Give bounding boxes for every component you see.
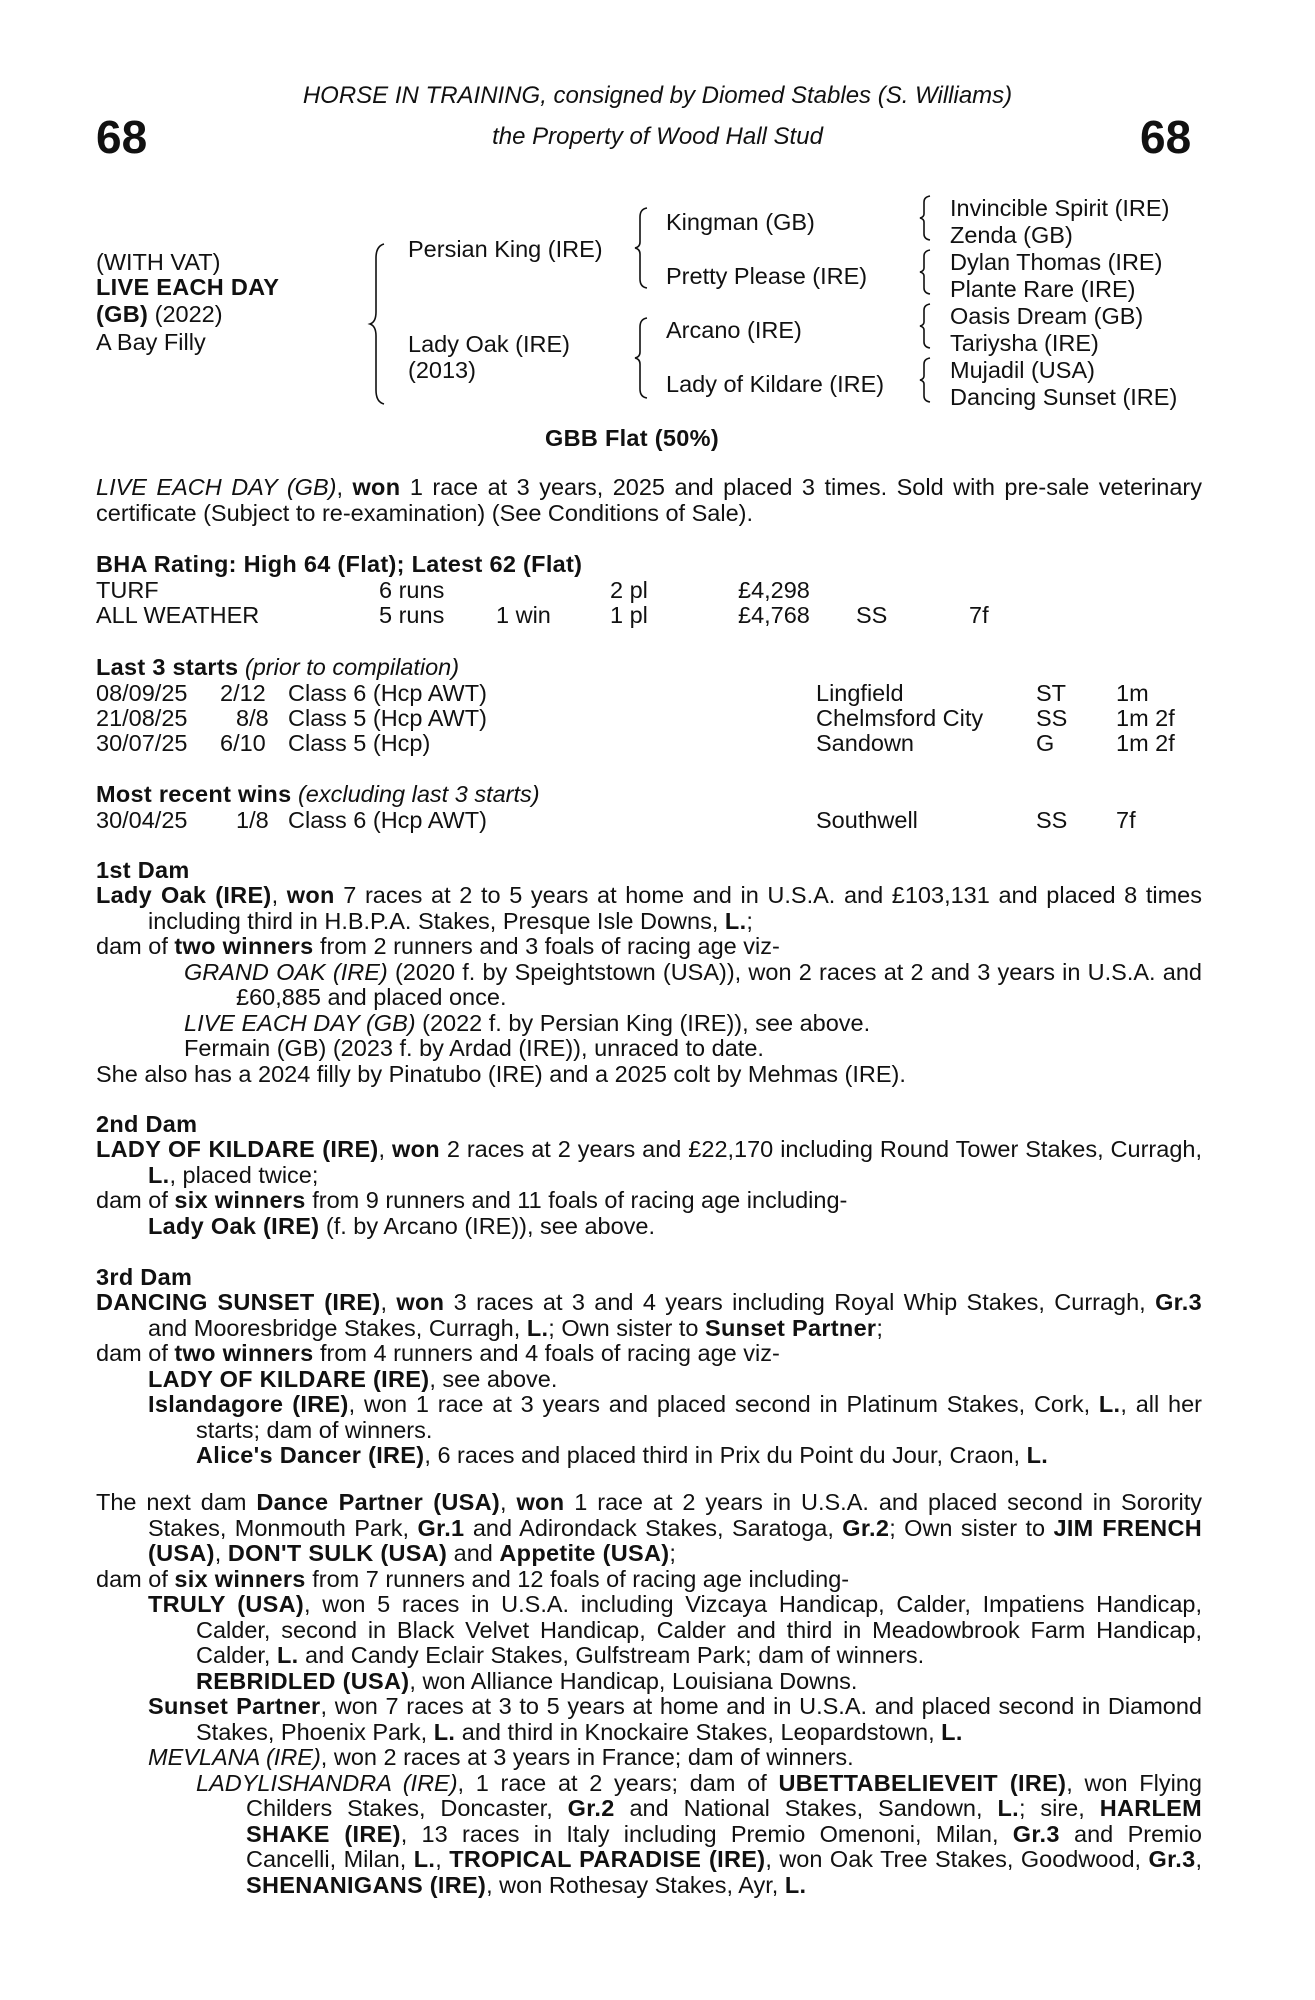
- gbb-label: GBB Flat (50%): [545, 425, 719, 451]
- race-course: Southwell: [816, 807, 918, 833]
- first-dam-progeny-2: LIVE EACH DAY (GB) (2022 f. by Persian King (IRE)), see above.: [184, 1009, 871, 1036]
- horse-description: A Bay Filly: [96, 329, 206, 355]
- horse-origin-year: (GB) (2022): [96, 301, 223, 327]
- progeny-rebridled: REBRIDLED (USA), won Alliance Handicap, Louisiana Downs.: [196, 1667, 858, 1694]
- race-going: G: [1036, 730, 1055, 756]
- first-dam-progeny-3: Fermain (GB) (2023 f. by Ardad (IRE)), unraced to date.: [184, 1035, 764, 1061]
- rating-wins: 1 win: [496, 602, 551, 628]
- ancestor-dss: Oasis Dream (GB): [950, 303, 1144, 329]
- rating-going: SS: [856, 602, 888, 628]
- lot-number-right: 68: [1140, 111, 1192, 163]
- second-dam-heading: 2nd Dam: [96, 1111, 198, 1137]
- horse-name: LIVE EACH DAY: [96, 274, 280, 300]
- pedigree-brace-dd: [920, 358, 932, 402]
- race-dist: 1m: [1116, 680, 1149, 706]
- race-pos: 6/10: [220, 730, 266, 756]
- race-going: ST: [1036, 680, 1067, 706]
- next-dam-paragraph: The next dam Dance Partner (USA), won 1 race at 2 years in U.S.A. and placed second in Sorority Stakes, Monmouth Park, Gr.1 and Adirondack Stakes, Saratoga, Gr.2; Own sister to JIM FRENCH (USA), DON'T SULK (USA) and Appetite (USA); dam of six winners from 7 runners and 12 foals of racing age including- TRULY (USA), won 5 races in U.S.A. including Vizcaya Handicap, Calder, Impatiens Handicap, Calder, second in Black Velvet Handicap, Calder and third in Meadowbrook Farm Handicap, Calder, L. and Candy Eclair Stakes, Gulfstream Park; dam of winners. REBRIDLED (USA), won Alliance Handicap, Louisiana Downs. Sunset Partner, won 7 races at 3 to 5 years at home and in U.S.A. and placed second in Diamond Stakes, Phoenix Park, L. and third in Knockaire Stakes, Leopardstown, L. MEVLANA (IRE), won 2 races at 3 years in France; dam of winners. LADYLISHANDRA (IRE), 1 race at 2 years; dam of UBETTABELIEVEIT (IRE), won Flying Childers Stakes, Doncaster, Gr.2 and National Stakes, Sandown, L.; sire, HARLEM SHAKE (IRE), 13 races in Italy including Premio Omenoni, Milan, Gr.3 and Premio Cancelli, Milan, L., TROPICAL PARADISE (IRE), won Oak Tree Stakes, Goodwood, Gr.3, SHENANIGANS (IRE), won Rothesay Stakes, Ayr, L.: [96, 1489, 1203, 1898]
- rating-placed: 1 pl: [610, 602, 648, 628]
- progeny-ladylishandra: LADYLISHANDRA (IRE), 1 race at 2 years; dam of UBETTABELIEVEIT (IRE), won Flying Childers Stakes, Doncaster, Gr.2 and National Stakes, Sandown, L.; sire, HARLEM SHAKE (IRE), 13 races in Italy including Premio Omenoni, Milan, Gr.3 and Premio Cancelli, Milan, L., TROPICAL PARADISE (IRE), won Oak Tree Stakes, Goodwood, Gr.3, SHENANIGANS (IRE), won Rothesay Stakes, Ayr, L.: [196, 1769, 1203, 1898]
- second-dam-paragraph: LADY OF KILDARE (IRE), won 2 races at 2 years and £22,170 including Round Tower Stakes, Curragh, L., placed twice; dam of six winners from 9 runners and 11 foals of racing age including- Lady Oak (IRE) (f. by Arcano (IRE)), see above.: [96, 1136, 1202, 1239]
- ancestor-sss: Invincible Spirit (IRE): [950, 195, 1170, 221]
- race-pos: 2/12: [220, 680, 266, 706]
- pedigree-brace-ds: [920, 304, 932, 348]
- sire-name: Persian King (IRE): [408, 236, 603, 262]
- rating-table: [96, 577, 1216, 629]
- vat-label: (WITH VAT): [96, 249, 221, 275]
- first-dam-paragraph: Lady Oak (IRE), won 7 races at 2 to 5 years at home and in U.S.A. and £103,131 and placed 8 times including third in H.B.P.A. Stakes, Presque Isle Downs, L.; dam of two winners from 2 runners and 3 foals of racing age viz- GRAND OAK (IRE) (2020 f. by Speightstown (USA)), won 2 races at 2 and 3 years in U.S.A. and £60,885 and placed once. LIVE EACH DAY (GB) (2022 f. by Persian King (IRE)), see above. Fermain (GB) (2023 f. by Ardad (IRE)), unraced to date. She also has a 2024 filly by Pinatubo (IRE) and a 2025 colt by Mehmas (IRE).: [96, 882, 1203, 1087]
- ancestor-sds: Dylan Thomas (IRE): [950, 249, 1163, 275]
- race-course: Sandown: [816, 730, 914, 756]
- property-line: the Property of Wood Hall Stud: [492, 123, 823, 150]
- race-course: Chelmsford City: [816, 705, 984, 731]
- ancestor-ssd: Zenda (GB): [950, 222, 1073, 248]
- rating-dist: 7f: [969, 602, 989, 628]
- first-dam-heading: 1st Dam: [96, 857, 190, 883]
- race-pos: 1/8: [236, 807, 269, 833]
- consignor-line: HORSE IN TRAINING, consigned by Diomed Stables (S. Williams): [302, 82, 1013, 109]
- race-dist: 1m 2f: [1116, 730, 1175, 756]
- progeny-truly: TRULY (USA), won 5 races in U.S.A. including Vizcaya Handicap, Calder, Impatiens Handicap, Calder, second in Black Velvet Handicap, Calder and third in Meadowbrook Farm Handicap, Calder, L. and Candy Eclair Stakes, Gulfstream Park; dam of winners.: [148, 1591, 1203, 1668]
- progeny-mevlana: MEVLANA (IRE), won 2 races at 3 years in France; dam of winners.: [148, 1744, 854, 1770]
- dam-year: (2013): [408, 357, 476, 383]
- grandsire-dam: Arcano (IRE): [666, 317, 802, 343]
- last3-table: [96, 680, 1216, 758]
- pedigree-brace-dam: [635, 318, 649, 398]
- rating-prize: £4,298: [738, 577, 810, 603]
- last3-title: Last 3 starts (prior to compilation): [96, 654, 460, 680]
- ancestor-dds: Mujadil (USA): [950, 357, 1095, 383]
- rating-runs: 6 runs: [379, 577, 445, 603]
- race-class: Class 6 (Hcp AWT): [288, 680, 487, 706]
- rating-runs: 5 runs: [379, 602, 445, 628]
- race-going: SS: [1036, 807, 1068, 833]
- rating-placed: 2 pl: [610, 577, 648, 603]
- race-date: 08/09/25: [96, 680, 188, 706]
- rating-prize: £4,768: [738, 602, 810, 628]
- race-date: 30/07/25: [96, 730, 188, 756]
- recent-wins-table: [96, 807, 1216, 833]
- pedigree-brace-main: [370, 244, 390, 404]
- ancestor-ddd: Dancing Sunset (IRE): [950, 384, 1178, 410]
- race-date: 30/04/25: [96, 807, 188, 833]
- race-class: Class 6 (Hcp AWT): [288, 807, 487, 833]
- rating-surface: TURF: [96, 577, 159, 603]
- race-going: SS: [1036, 705, 1068, 731]
- lot-number-left: 68: [96, 111, 148, 163]
- summary-paragraph: LIVE EACH DAY (GB), won 1 race at 3 years, 2025 and placed 3 times. Sold with pre-sale veterinary certificate (Subject to re-examination) (See Conditions of Sale).: [96, 474, 1202, 526]
- granddam-dam: Lady of Kildare (IRE): [666, 371, 885, 397]
- race-dist: 1m 2f: [1116, 705, 1175, 731]
- recent-wins-title: Most recent wins (excluding last 3 starts): [96, 781, 540, 807]
- grandsire-sire: Kingman (GB): [666, 209, 815, 235]
- race-dist: 7f: [1116, 807, 1136, 833]
- race-pos: 8/8: [236, 705, 269, 731]
- pedigree-brace-sire: [635, 208, 649, 288]
- bha-rating-title: BHA Rating: High 64 (Flat); Latest 62 (Flat): [96, 551, 583, 577]
- dam-name: Lady Oak (IRE): [408, 331, 570, 357]
- pedigree-brace-ss: [920, 196, 932, 240]
- race-class: Class 5 (Hcp AWT): [288, 705, 487, 731]
- granddam-sire: Pretty Please (IRE): [666, 263, 868, 289]
- first-dam-also: She also has a 2024 filly by Pinatubo (IRE) and a 2025 colt by Mehmas (IRE).: [96, 1060, 906, 1087]
- ancestor-dsd: Tariysha (IRE): [950, 330, 1099, 356]
- race-course: Lingfield: [816, 680, 904, 706]
- third-dam-paragraph: DANCING SUNSET (IRE), won 3 races at 3 and 4 years including Royal Whip Stakes, Curragh, Gr.3 and Mooresbridge Stakes, Curragh, L.; Own sister to Sunset Partner; dam of two winners from 4 runners and 4 foals of racing age viz- LADY OF KILDARE (IRE), see above. Islandagore (IRE), won 1 race at 3 years and placed second in Platinum Stakes, Cork, L., all her starts; dam of winners. Alice's Dancer (IRE), 6 races and placed third in Prix du Point du Jour, Craon, L.: [96, 1289, 1203, 1468]
- pedigree-brace-sd: [920, 250, 932, 294]
- first-dam-progeny-1: GRAND OAK (IRE) (2020 f. by Speightstown (USA)), won 2 races at 2 and 3 years in U.S.A. and £60,885 and placed once.: [184, 958, 1202, 1010]
- rating-surface: ALL WEATHER: [96, 602, 260, 628]
- race-class: Class 5 (Hcp): [288, 730, 431, 756]
- third-dam-heading: 3rd Dam: [96, 1264, 193, 1290]
- progeny-sunset-partner: Sunset Partner, won 7 races at 3 to 5 years at home and in U.S.A. and placed second in Diamond Stakes, Phoenix Park, L. and third in Knockaire Stakes, Leopardstown, L.: [148, 1693, 1202, 1745]
- ancestor-sdd: Plante Rare (IRE): [950, 276, 1136, 302]
- race-date: 21/08/25: [96, 705, 188, 731]
